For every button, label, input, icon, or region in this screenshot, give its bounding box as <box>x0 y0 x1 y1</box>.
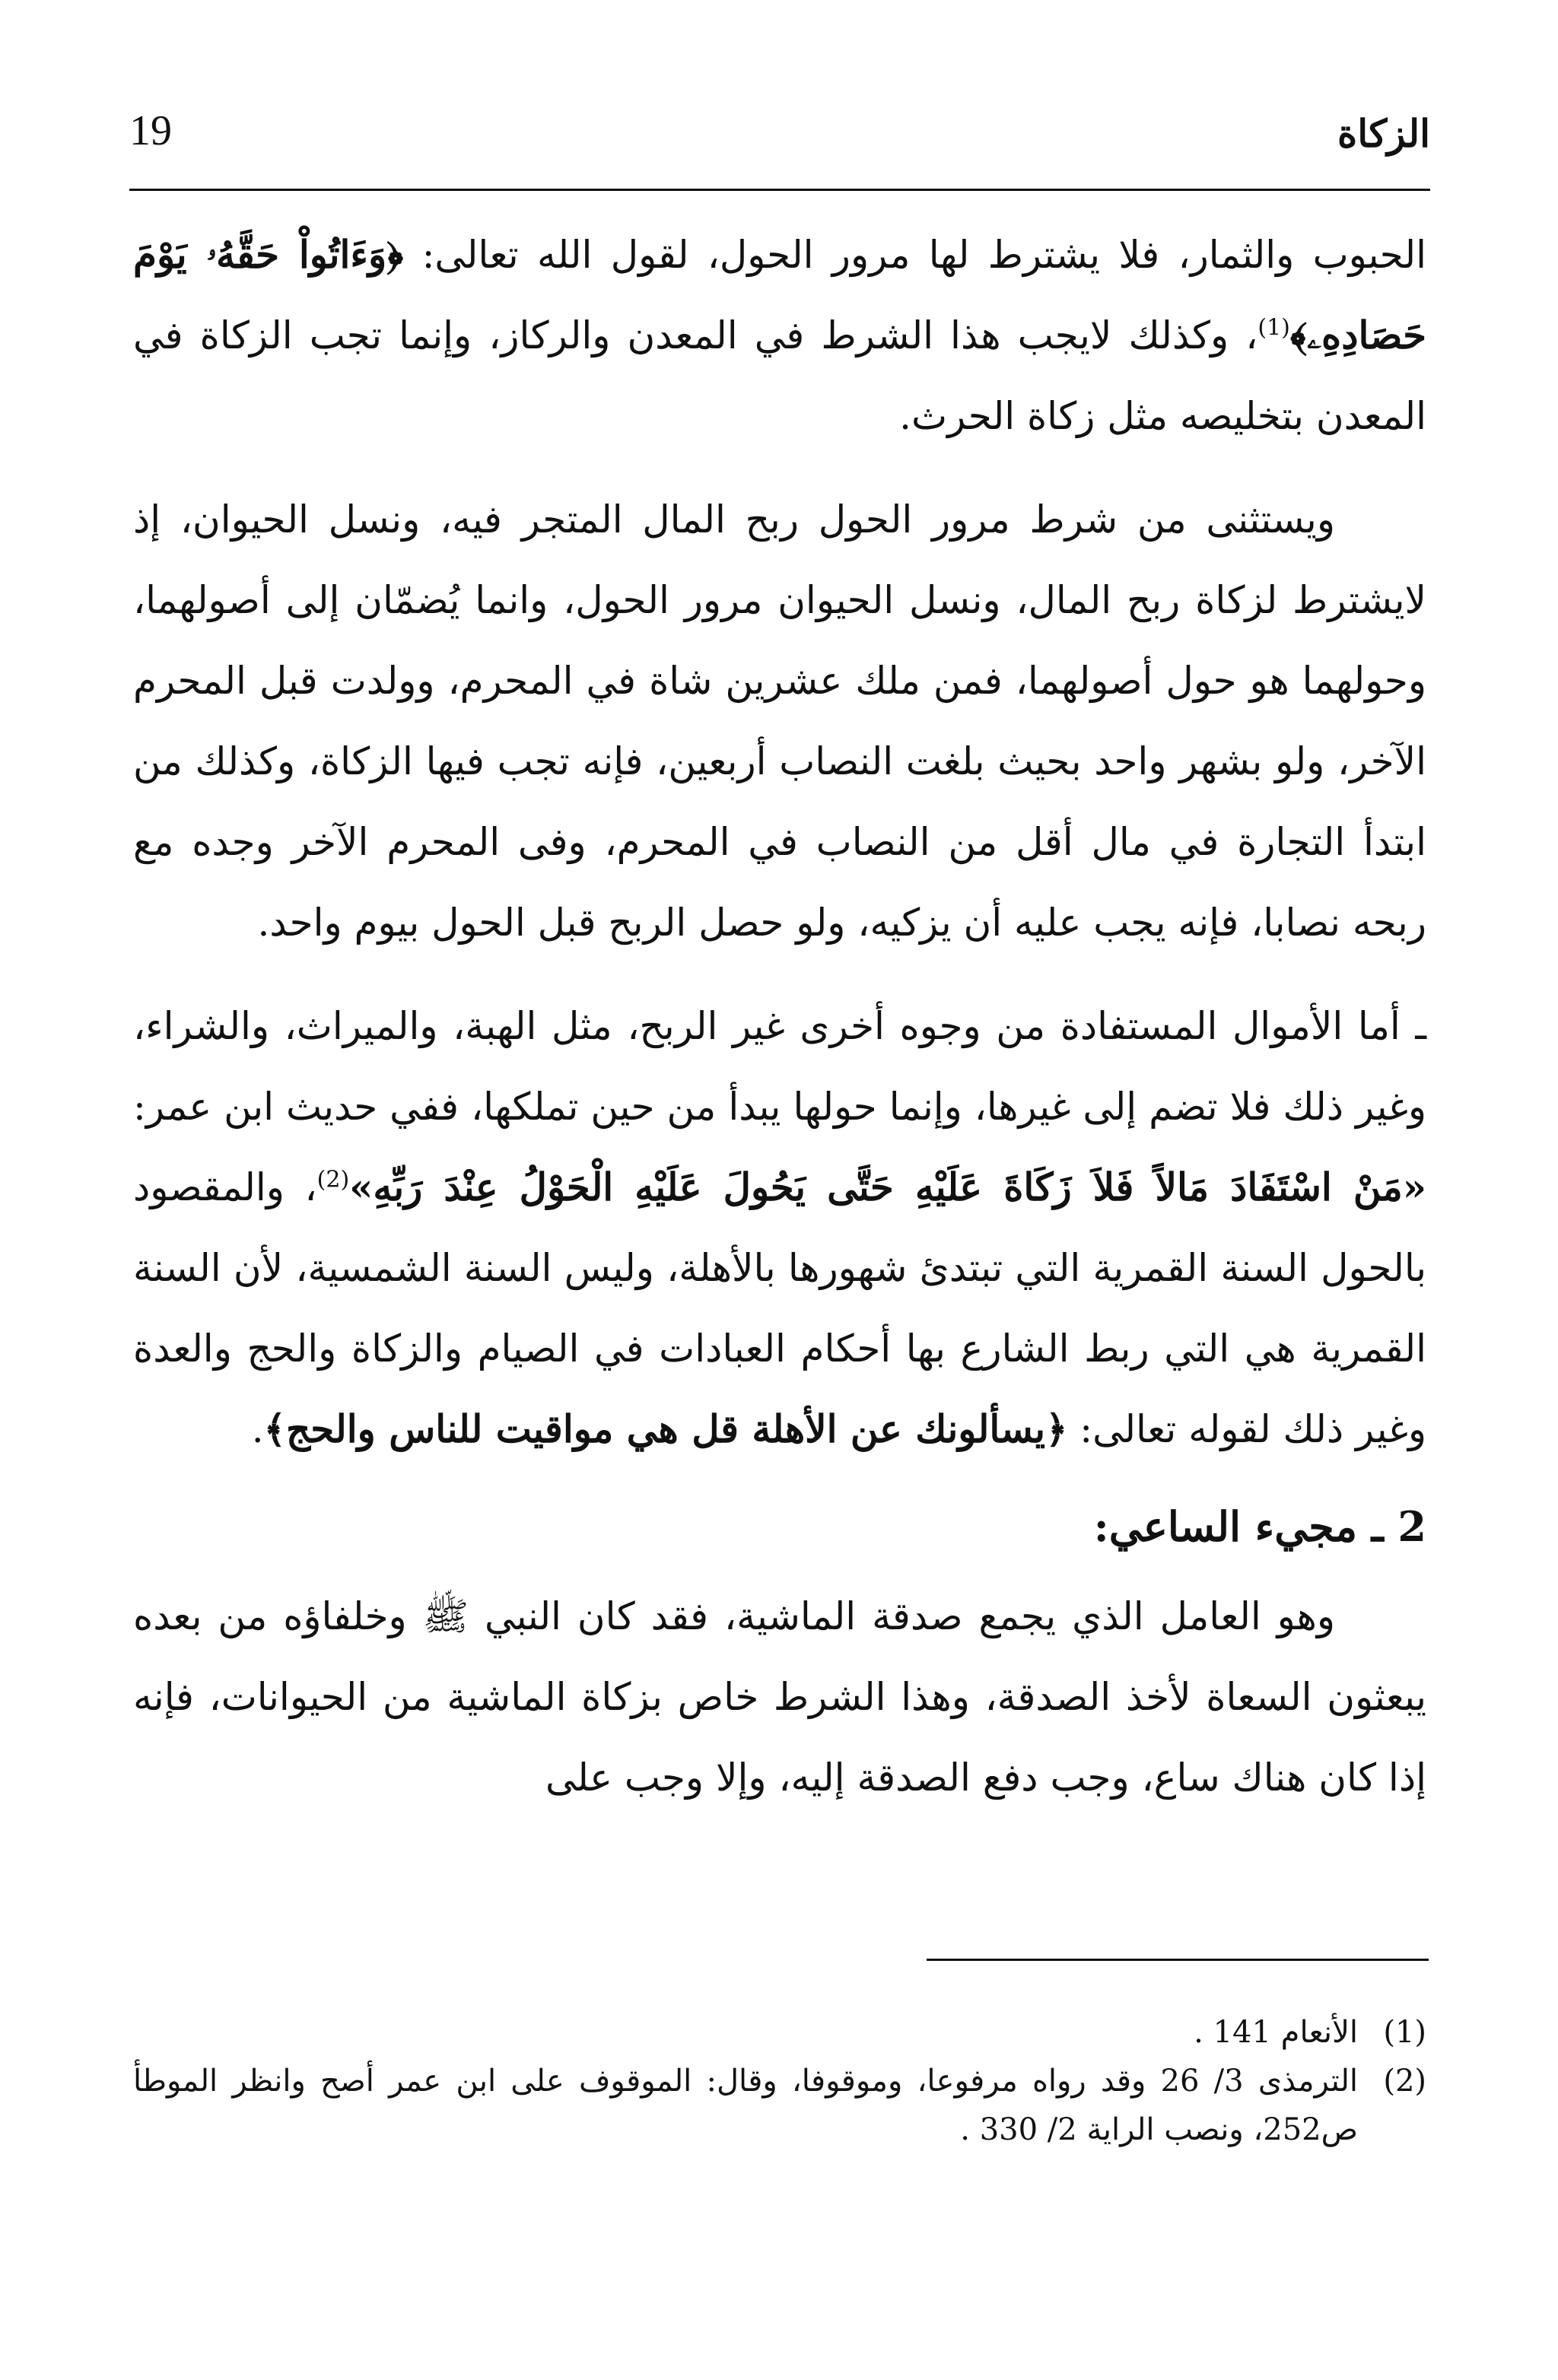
running-head: الزكاة <box>1337 111 1430 156</box>
paragraph-1-text-b: ، وكذلك لايجب هذا الشرط في المعدن والركاز، وإنما تجب الزكاة في المعدن بتخليصه مثل زكاة الحرث. <box>133 313 1426 438</box>
hadith-quote: «مَنْ اسْتَفَادَ مَالاً فَلاَ زَكَاةَ عَلَيْهِ حَتَّى يَحُولَ عَلَيْهِ الْحَوْلُ عِنْدَ رَبِّهِ» <box>349 1165 1426 1209</box>
paragraph-3-text-b: ، والمقصود بالحول السنة القمرية التي تبتدئ شهورها بالأهلة، وليس السنة الشمسية، لأن السنة القمرية هي التي ربط الشارع بها أحكام العبادات في الصيام والزكاة والحج والعدة وغير ذلك لقوله تعالى: <box>133 1165 1426 1451</box>
quran-verse-1: ﴿وَءَاتُواْ حَقَّهُۥ يَوْمَ حَصَادِهِۦ﴾ <box>133 232 1426 357</box>
paragraph-2: ويستثنى من شرط مرور الحول ربح المال المتجر فيه، ونسل الحيوان، إذ لايشترط لزكاة ربح المال، ونسل الحيوان مرور الحول، وانما يُضمّان إلى أصولهما، وحولهما هو حول أصولهما، فمن ملك عشرين شاة في المحرم، وولدت قبل المحرم الآخر، ولو بشهر واحد بحيث بلغت النصاب أربعين، فإنه تجب فيها الزكاة، وكذلك من ابتدأ التجارة في مال أقل من النصاب في المحرم، وفى المحرم الآخر وجده مع ربحه نصابا، فإنه يجب عليه أن يزكيه، ولو حصل الربح قبل الحول بيوم واحد. <box>133 497 1426 945</box>
footnote-text: الترمذى 3/ 26 وقد رواه مرفوعا، وموقوفا، وقال: الموقوف على ابن عمر أصح وانظر الموطأ ص252، ونصب الراية 2/ 330 . <box>133 2064 1358 2147</box>
footnote-number: (1) <box>1383 2015 1426 2050</box>
page-number: 19 <box>129 107 172 154</box>
footnote-ref-1[interactable]: (1) <box>1258 314 1290 342</box>
paragraph-1 <box>133 214 1426 456</box>
header-rule <box>129 189 1430 191</box>
paragraph-3 <box>133 986 1426 1470</box>
section-heading: 2 ـ مجيء الساعي: <box>1093 1502 1426 1551</box>
footnote-2 <box>133 2057 1426 2154</box>
page-body <box>133 214 1426 1818</box>
footnote-rule <box>927 1959 1429 1961</box>
footnotes <box>133 2008 1426 2154</box>
paragraph-3-text-c: . <box>251 1407 264 1451</box>
page-header <box>129 106 1430 167</box>
quran-verse-2: ﴿يسألونك عن الأهلة قل هي مواقيت للناس والحج﴾ <box>263 1406 1068 1451</box>
footnote-1 <box>133 2008 1426 2057</box>
footnote-text: الأنعام 141 . <box>1194 2015 1358 2050</box>
paragraph-3-text-a: ـ أما الأموال المستفادة من وجوه أخرى غير الربح، مثل الهبة، والميراث، والشراء، وغير ذلك فلا تضم إلى غيرها، وإنما حولها يبدأ من حين تملكها، ففي حديث ابن عمر: <box>133 1004 1426 1129</box>
footnote-number: (2) <box>1383 2064 1426 2099</box>
paragraph-1-text-a: الحبوب والثمار، فلا يشترط لها مرور الحول، لقول الله تعالى: <box>403 233 1426 277</box>
paragraph-4: وهو العامل الذي يجمع صدقة الماشية، فقد كان النبي ﷺ وخلفاؤه من بعده يبعثون السعاة لأخذ الصدقة، وهذا الشرط خاص بزكاة الماشية من الحيوانات، فإنه إذا كان هناك ساع، وجب دفع الصدقة إليه، وإلا وجب على <box>133 1594 1426 1800</box>
footnote-ref-2[interactable]: (2) <box>316 1166 350 1193</box>
